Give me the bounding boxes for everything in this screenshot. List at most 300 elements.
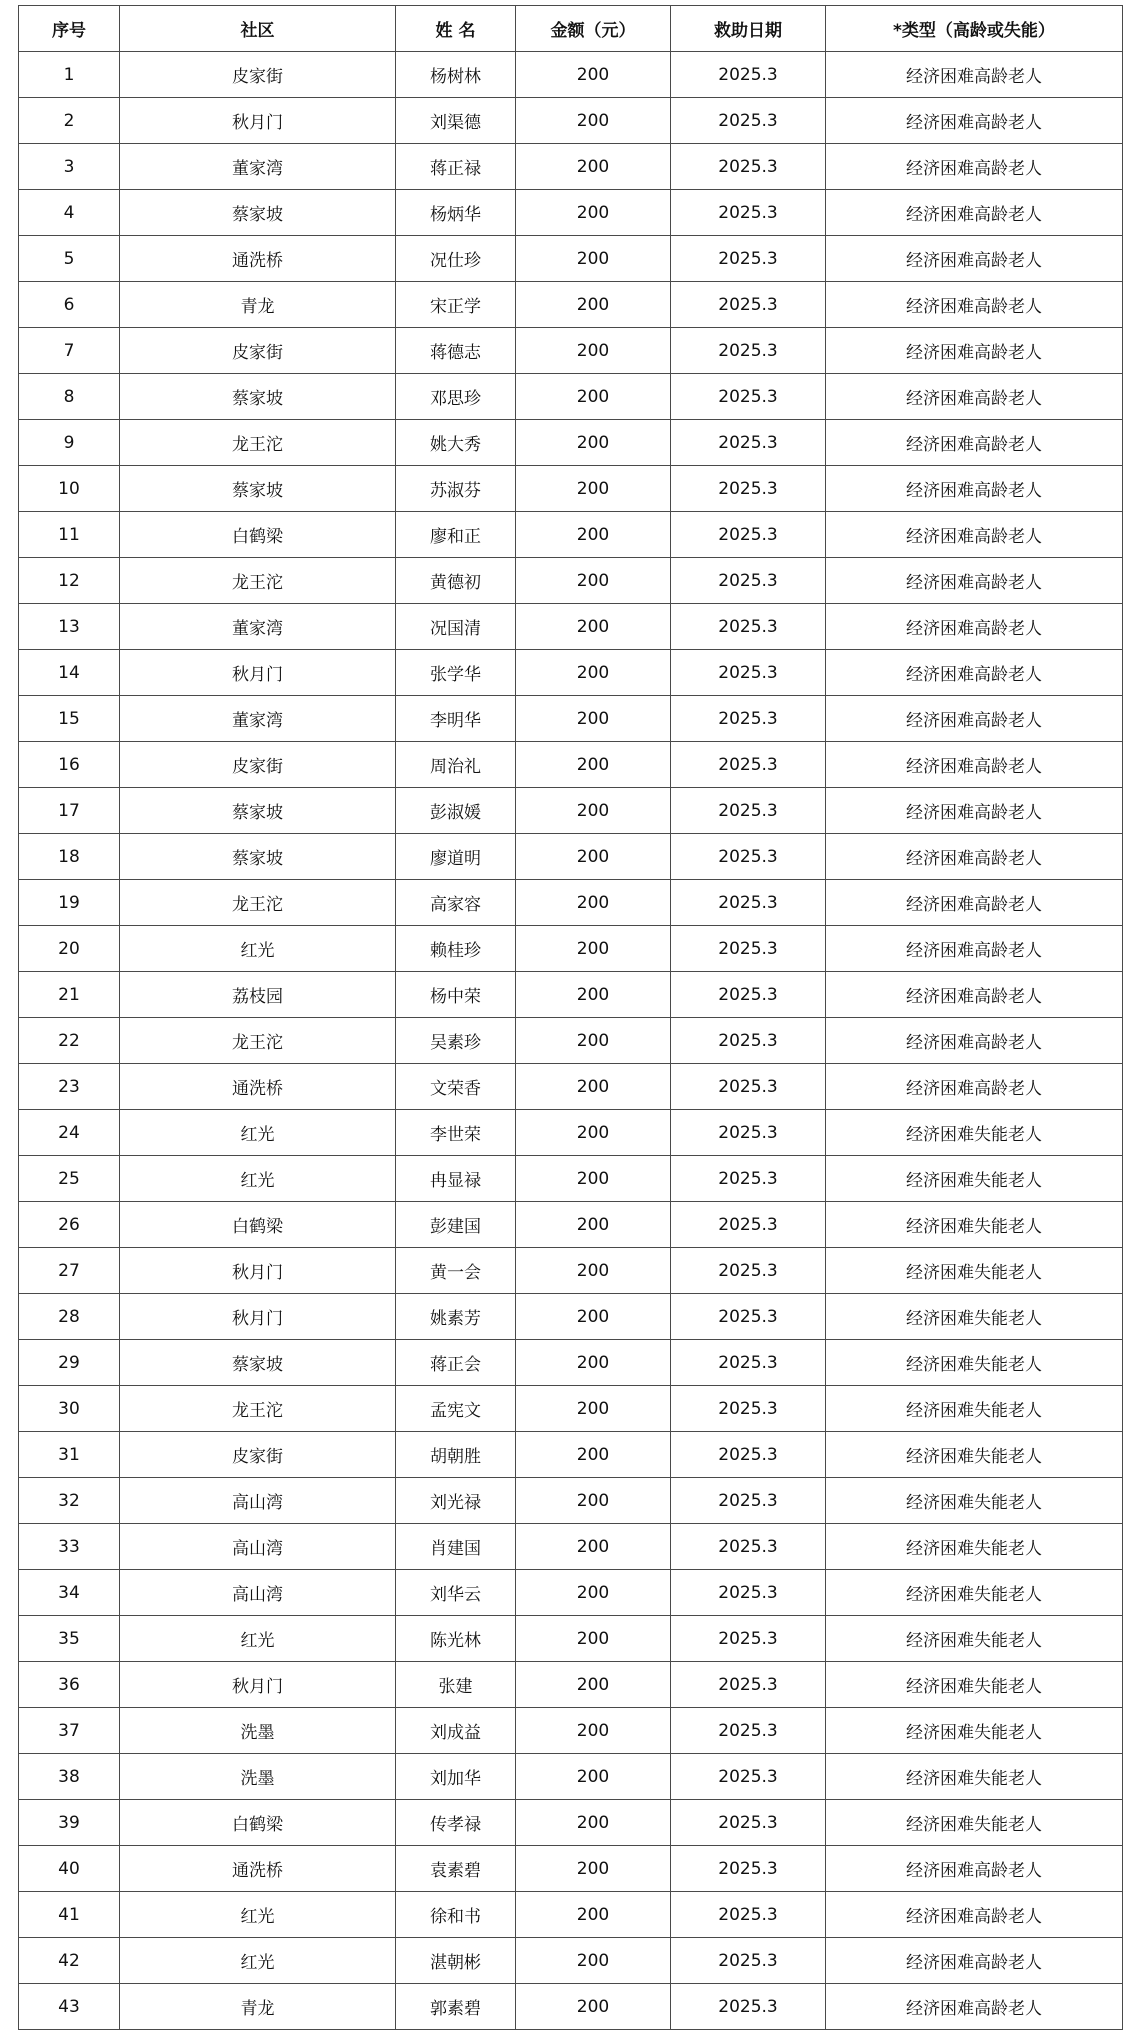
table-row	[19, 1754, 1123, 1800]
cell-index: 32	[19, 1478, 120, 1524]
cell-amount: 200	[516, 328, 671, 374]
cell-name: 苏淑芬	[396, 466, 516, 512]
cell-community: 秋月门	[120, 1294, 396, 1340]
table-row	[19, 972, 1123, 1018]
cell-index: 39	[19, 1800, 120, 1846]
cell-amount: 200	[516, 1616, 671, 1662]
cell-type: 经济困难失能老人	[826, 1432, 1123, 1478]
cell-community: 高山湾	[120, 1478, 396, 1524]
cell-name: 肖建国	[396, 1524, 516, 1570]
table-row	[19, 1156, 1123, 1202]
cell-index: 35	[19, 1616, 120, 1662]
cell-index: 9	[19, 420, 120, 466]
cell-type: 经济困难失能老人	[826, 1616, 1123, 1662]
table-row	[19, 1248, 1123, 1294]
cell-type: 经济困难高龄老人	[826, 1984, 1123, 2030]
table-row	[19, 282, 1123, 328]
cell-index: 40	[19, 1846, 120, 1892]
cell-date: 2025.3	[671, 1938, 826, 1984]
cell-amount: 200	[516, 1892, 671, 1938]
cell-type: 经济困难失能老人	[826, 1340, 1123, 1386]
cell-community: 红光	[120, 926, 396, 972]
cell-date: 2025.3	[671, 466, 826, 512]
cell-community: 蔡家坡	[120, 788, 396, 834]
cell-index: 11	[19, 512, 120, 558]
table-row	[19, 466, 1123, 512]
cell-name: 张学华	[396, 650, 516, 696]
cell-community: 龙王沱	[120, 1386, 396, 1432]
cell-amount: 200	[516, 1800, 671, 1846]
cell-amount: 200	[516, 972, 671, 1018]
cell-date: 2025.3	[671, 880, 826, 926]
cell-community: 通洗桥	[120, 236, 396, 282]
cell-name: 刘光禄	[396, 1478, 516, 1524]
cell-date: 2025.3	[671, 1892, 826, 1938]
cell-amount: 200	[516, 1570, 671, 1616]
cell-date: 2025.3	[671, 420, 826, 466]
cell-type: 经济困难高龄老人	[826, 1846, 1123, 1892]
cell-index: 2	[19, 98, 120, 144]
cell-type: 经济困难高龄老人	[826, 558, 1123, 604]
cell-name: 袁素碧	[396, 1846, 516, 1892]
table-row	[19, 1340, 1123, 1386]
table-row	[19, 1018, 1123, 1064]
cell-name: 冉显禄	[396, 1156, 516, 1202]
relief-roster-table	[18, 5, 1123, 2030]
cell-index: 12	[19, 558, 120, 604]
cell-date: 2025.3	[671, 742, 826, 788]
cell-name: 杨炳华	[396, 190, 516, 236]
cell-name: 徐和书	[396, 1892, 516, 1938]
cell-index: 14	[19, 650, 120, 696]
cell-type: 经济困难失能老人	[826, 1248, 1123, 1294]
cell-type: 经济困难高龄老人	[826, 328, 1123, 374]
cell-name: 文荣香	[396, 1064, 516, 1110]
cell-date: 2025.3	[671, 788, 826, 834]
cell-community: 青龙	[120, 1984, 396, 2030]
cell-amount: 200	[516, 1662, 671, 1708]
cell-community: 秋月门	[120, 1248, 396, 1294]
cell-community: 洗墨	[120, 1754, 396, 1800]
cell-index: 42	[19, 1938, 120, 1984]
cell-amount: 200	[516, 604, 671, 650]
cell-name: 姚大秀	[396, 420, 516, 466]
cell-amount: 200	[516, 650, 671, 696]
cell-index: 37	[19, 1708, 120, 1754]
table-row	[19, 1662, 1123, 1708]
table-row	[19, 834, 1123, 880]
cell-community: 秋月门	[120, 1662, 396, 1708]
cell-amount: 200	[516, 834, 671, 880]
table-row	[19, 788, 1123, 834]
cell-name: 刘加华	[396, 1754, 516, 1800]
cell-community: 蔡家坡	[120, 374, 396, 420]
header-community: 社区	[120, 6, 396, 52]
cell-amount: 200	[516, 1984, 671, 2030]
cell-amount: 200	[516, 742, 671, 788]
cell-index: 17	[19, 788, 120, 834]
cell-community: 龙王沱	[120, 558, 396, 604]
cell-date: 2025.3	[671, 1984, 826, 2030]
cell-type: 经济困难高龄老人	[826, 926, 1123, 972]
cell-index: 26	[19, 1202, 120, 1248]
cell-date: 2025.3	[671, 1662, 826, 1708]
header-name: 姓 名	[396, 6, 516, 52]
table-row	[19, 236, 1123, 282]
cell-type: 经济困难失能老人	[826, 1754, 1123, 1800]
cell-type: 经济困难高龄老人	[826, 236, 1123, 282]
cell-amount: 200	[516, 1846, 671, 1892]
cell-community: 董家湾	[120, 604, 396, 650]
table-header	[19, 6, 1123, 52]
cell-type: 经济困难高龄老人	[826, 512, 1123, 558]
cell-index: 30	[19, 1386, 120, 1432]
cell-index: 34	[19, 1570, 120, 1616]
table-row	[19, 1064, 1123, 1110]
cell-community: 高山湾	[120, 1570, 396, 1616]
cell-date: 2025.3	[671, 696, 826, 742]
cell-index: 19	[19, 880, 120, 926]
cell-index: 3	[19, 144, 120, 190]
cell-type: 经济困难高龄老人	[826, 420, 1123, 466]
cell-date: 2025.3	[671, 190, 826, 236]
cell-type: 经济困难失能老人	[826, 1386, 1123, 1432]
cell-community: 龙王沱	[120, 880, 396, 926]
cell-amount: 200	[516, 880, 671, 926]
cell-name: 黄德初	[396, 558, 516, 604]
cell-type: 经济困难高龄老人	[826, 1892, 1123, 1938]
cell-community: 洗墨	[120, 1708, 396, 1754]
table-row	[19, 420, 1123, 466]
cell-name: 陈光林	[396, 1616, 516, 1662]
cell-index: 5	[19, 236, 120, 282]
cell-type: 经济困难高龄老人	[826, 144, 1123, 190]
table-row	[19, 1800, 1123, 1846]
table-row	[19, 696, 1123, 742]
cell-index: 1	[19, 52, 120, 98]
cell-amount: 200	[516, 1156, 671, 1202]
table-row	[19, 374, 1123, 420]
cell-name: 张建	[396, 1662, 516, 1708]
cell-name: 胡朝胜	[396, 1432, 516, 1478]
cell-index: 25	[19, 1156, 120, 1202]
cell-name: 彭淑媛	[396, 788, 516, 834]
cell-name: 刘华云	[396, 1570, 516, 1616]
cell-index: 6	[19, 282, 120, 328]
cell-name: 李世荣	[396, 1110, 516, 1156]
cell-index: 20	[19, 926, 120, 972]
cell-name: 杨中荣	[396, 972, 516, 1018]
cell-index: 23	[19, 1064, 120, 1110]
table-row	[19, 926, 1123, 972]
cell-name: 传孝禄	[396, 1800, 516, 1846]
cell-date: 2025.3	[671, 52, 826, 98]
table-row	[19, 1616, 1123, 1662]
cell-community: 蔡家坡	[120, 190, 396, 236]
cell-amount: 200	[516, 420, 671, 466]
cell-amount: 200	[516, 98, 671, 144]
cell-amount: 200	[516, 1064, 671, 1110]
cell-index: 21	[19, 972, 120, 1018]
cell-community: 蔡家坡	[120, 466, 396, 512]
cell-type: 经济困难高龄老人	[826, 834, 1123, 880]
cell-date: 2025.3	[671, 650, 826, 696]
cell-date: 2025.3	[671, 604, 826, 650]
cell-amount: 200	[516, 1294, 671, 1340]
cell-name: 李明华	[396, 696, 516, 742]
cell-index: 24	[19, 1110, 120, 1156]
cell-community: 董家湾	[120, 144, 396, 190]
table-row	[19, 1110, 1123, 1156]
table-body	[19, 52, 1123, 2030]
table-row	[19, 1570, 1123, 1616]
cell-index: 43	[19, 1984, 120, 2030]
cell-name: 周治礼	[396, 742, 516, 788]
cell-community: 白鹤梁	[120, 512, 396, 558]
table-row	[19, 1386, 1123, 1432]
cell-date: 2025.3	[671, 98, 826, 144]
cell-date: 2025.3	[671, 926, 826, 972]
cell-amount: 200	[516, 282, 671, 328]
cell-date: 2025.3	[671, 1616, 826, 1662]
cell-date: 2025.3	[671, 1064, 826, 1110]
cell-community: 龙王沱	[120, 1018, 396, 1064]
table-row	[19, 1524, 1123, 1570]
cell-index: 10	[19, 466, 120, 512]
table-row	[19, 1478, 1123, 1524]
cell-index: 28	[19, 1294, 120, 1340]
cell-community: 红光	[120, 1156, 396, 1202]
cell-name: 吴素珍	[396, 1018, 516, 1064]
cell-community: 红光	[120, 1892, 396, 1938]
cell-community: 秋月门	[120, 650, 396, 696]
cell-type: 经济困难高龄老人	[826, 696, 1123, 742]
cell-amount: 200	[516, 788, 671, 834]
cell-date: 2025.3	[671, 1248, 826, 1294]
table-row	[19, 1294, 1123, 1340]
cell-type: 经济困难高龄老人	[826, 1018, 1123, 1064]
cell-community: 白鹤梁	[120, 1202, 396, 1248]
cell-date: 2025.3	[671, 834, 826, 880]
cell-name: 宋正学	[396, 282, 516, 328]
cell-community: 龙王沱	[120, 420, 396, 466]
cell-date: 2025.3	[671, 1156, 826, 1202]
cell-amount: 200	[516, 52, 671, 98]
cell-type: 经济困难高龄老人	[826, 190, 1123, 236]
cell-index: 41	[19, 1892, 120, 1938]
cell-index: 33	[19, 1524, 120, 1570]
cell-index: 16	[19, 742, 120, 788]
cell-amount: 200	[516, 1202, 671, 1248]
cell-date: 2025.3	[671, 1570, 826, 1616]
cell-name: 彭建国	[396, 1202, 516, 1248]
cell-community: 通洗桥	[120, 1064, 396, 1110]
cell-type: 经济困难失能老人	[826, 1156, 1123, 1202]
cell-community: 皮家街	[120, 52, 396, 98]
table-row	[19, 144, 1123, 190]
table-row	[19, 880, 1123, 926]
cell-type: 经济困难失能老人	[826, 1110, 1123, 1156]
cell-index: 29	[19, 1340, 120, 1386]
table-row	[19, 328, 1123, 374]
cell-date: 2025.3	[671, 236, 826, 282]
cell-name: 郭素碧	[396, 1984, 516, 2030]
table-row	[19, 52, 1123, 98]
cell-name: 况仕珍	[396, 236, 516, 282]
cell-index: 31	[19, 1432, 120, 1478]
table-row	[19, 604, 1123, 650]
cell-type: 经济困难高龄老人	[826, 972, 1123, 1018]
cell-name: 孟宪文	[396, 1386, 516, 1432]
cell-date: 2025.3	[671, 282, 826, 328]
cell-date: 2025.3	[671, 1294, 826, 1340]
cell-index: 4	[19, 190, 120, 236]
cell-date: 2025.3	[671, 1202, 826, 1248]
cell-amount: 200	[516, 374, 671, 420]
cell-type: 经济困难失能老人	[826, 1478, 1123, 1524]
table-row	[19, 742, 1123, 788]
table-row	[19, 1938, 1123, 1984]
cell-name: 廖和正	[396, 512, 516, 558]
cell-type: 经济困难失能老人	[826, 1708, 1123, 1754]
table-row	[19, 1202, 1123, 1248]
cell-type: 经济困难高龄老人	[826, 650, 1123, 696]
table-row	[19, 558, 1123, 604]
cell-date: 2025.3	[671, 144, 826, 190]
cell-date: 2025.3	[671, 1754, 826, 1800]
cell-type: 经济困难高龄老人	[826, 880, 1123, 926]
table-row	[19, 1892, 1123, 1938]
cell-name: 刘成益	[396, 1708, 516, 1754]
cell-amount: 200	[516, 1386, 671, 1432]
cell-community: 红光	[120, 1616, 396, 1662]
cell-amount: 200	[516, 926, 671, 972]
cell-date: 2025.3	[671, 1340, 826, 1386]
cell-name: 赖桂珍	[396, 926, 516, 972]
table-row	[19, 190, 1123, 236]
cell-name: 蒋德志	[396, 328, 516, 374]
cell-amount: 200	[516, 1018, 671, 1064]
cell-amount: 200	[516, 1524, 671, 1570]
cell-amount: 200	[516, 1110, 671, 1156]
table-row	[19, 1984, 1123, 2030]
cell-community: 通洗桥	[120, 1846, 396, 1892]
cell-community: 皮家街	[120, 742, 396, 788]
cell-name: 邓思珍	[396, 374, 516, 420]
cell-community: 董家湾	[120, 696, 396, 742]
cell-date: 2025.3	[671, 1110, 826, 1156]
cell-amount: 200	[516, 1754, 671, 1800]
cell-community: 秋月门	[120, 98, 396, 144]
cell-date: 2025.3	[671, 512, 826, 558]
cell-name: 刘渠德	[396, 98, 516, 144]
cell-community: 青龙	[120, 282, 396, 328]
cell-index: 18	[19, 834, 120, 880]
cell-community: 荔枝园	[120, 972, 396, 1018]
cell-date: 2025.3	[671, 1386, 826, 1432]
cell-name: 高家容	[396, 880, 516, 926]
cell-amount: 200	[516, 1248, 671, 1294]
cell-amount: 200	[516, 1478, 671, 1524]
cell-type: 经济困难失能老人	[826, 1294, 1123, 1340]
header-type: *类型（高龄或失能）	[826, 6, 1123, 52]
cell-amount: 200	[516, 558, 671, 604]
cell-amount: 200	[516, 1938, 671, 1984]
cell-date: 2025.3	[671, 1432, 826, 1478]
cell-type: 经济困难高龄老人	[826, 98, 1123, 144]
cell-type: 经济困难失能老人	[826, 1202, 1123, 1248]
cell-community: 皮家街	[120, 1432, 396, 1478]
cell-type: 经济困难失能老人	[826, 1662, 1123, 1708]
cell-amount: 200	[516, 512, 671, 558]
cell-name: 蒋正会	[396, 1340, 516, 1386]
table-row	[19, 1708, 1123, 1754]
cell-date: 2025.3	[671, 1846, 826, 1892]
cell-amount: 200	[516, 144, 671, 190]
cell-index: 7	[19, 328, 120, 374]
cell-type: 经济困难高龄老人	[826, 1938, 1123, 1984]
cell-type: 经济困难高龄老人	[826, 282, 1123, 328]
cell-community: 红光	[120, 1110, 396, 1156]
cell-date: 2025.3	[671, 1800, 826, 1846]
cell-amount: 200	[516, 190, 671, 236]
cell-type: 经济困难高龄老人	[826, 374, 1123, 420]
cell-date: 2025.3	[671, 1018, 826, 1064]
cell-type: 经济困难高龄老人	[826, 742, 1123, 788]
header-index: 序号	[19, 6, 120, 52]
cell-type: 经济困难失能老人	[826, 1524, 1123, 1570]
cell-amount: 200	[516, 1432, 671, 1478]
cell-amount: 200	[516, 696, 671, 742]
cell-type: 经济困难失能老人	[826, 1800, 1123, 1846]
cell-date: 2025.3	[671, 1478, 826, 1524]
cell-community: 蔡家坡	[120, 1340, 396, 1386]
cell-name: 况国清	[396, 604, 516, 650]
cell-amount: 200	[516, 236, 671, 282]
cell-type: 经济困难高龄老人	[826, 1064, 1123, 1110]
cell-amount: 200	[516, 466, 671, 512]
cell-type: 经济困难高龄老人	[826, 604, 1123, 650]
cell-date: 2025.3	[671, 1708, 826, 1754]
cell-name: 蒋正禄	[396, 144, 516, 190]
table-row	[19, 1846, 1123, 1892]
cell-name: 黄一会	[396, 1248, 516, 1294]
cell-type: 经济困难高龄老人	[826, 52, 1123, 98]
cell-index: 27	[19, 1248, 120, 1294]
cell-index: 8	[19, 374, 120, 420]
cell-community: 红光	[120, 1938, 396, 1984]
header-date: 救助日期	[671, 6, 826, 52]
cell-date: 2025.3	[671, 558, 826, 604]
cell-type: 经济困难失能老人	[826, 1570, 1123, 1616]
cell-type: 经济困难高龄老人	[826, 466, 1123, 512]
table-row	[19, 98, 1123, 144]
table-row	[19, 650, 1123, 696]
cell-index: 15	[19, 696, 120, 742]
cell-amount: 200	[516, 1708, 671, 1754]
cell-name: 杨树林	[396, 52, 516, 98]
cell-index: 38	[19, 1754, 120, 1800]
cell-name: 湛朝彬	[396, 1938, 516, 1984]
header-row	[19, 6, 1123, 52]
cell-community: 高山湾	[120, 1524, 396, 1570]
cell-community: 皮家街	[120, 328, 396, 374]
cell-index: 22	[19, 1018, 120, 1064]
cell-type: 经济困难高龄老人	[826, 788, 1123, 834]
cell-index: 36	[19, 1662, 120, 1708]
cell-name: 姚素芳	[396, 1294, 516, 1340]
table-row	[19, 512, 1123, 558]
